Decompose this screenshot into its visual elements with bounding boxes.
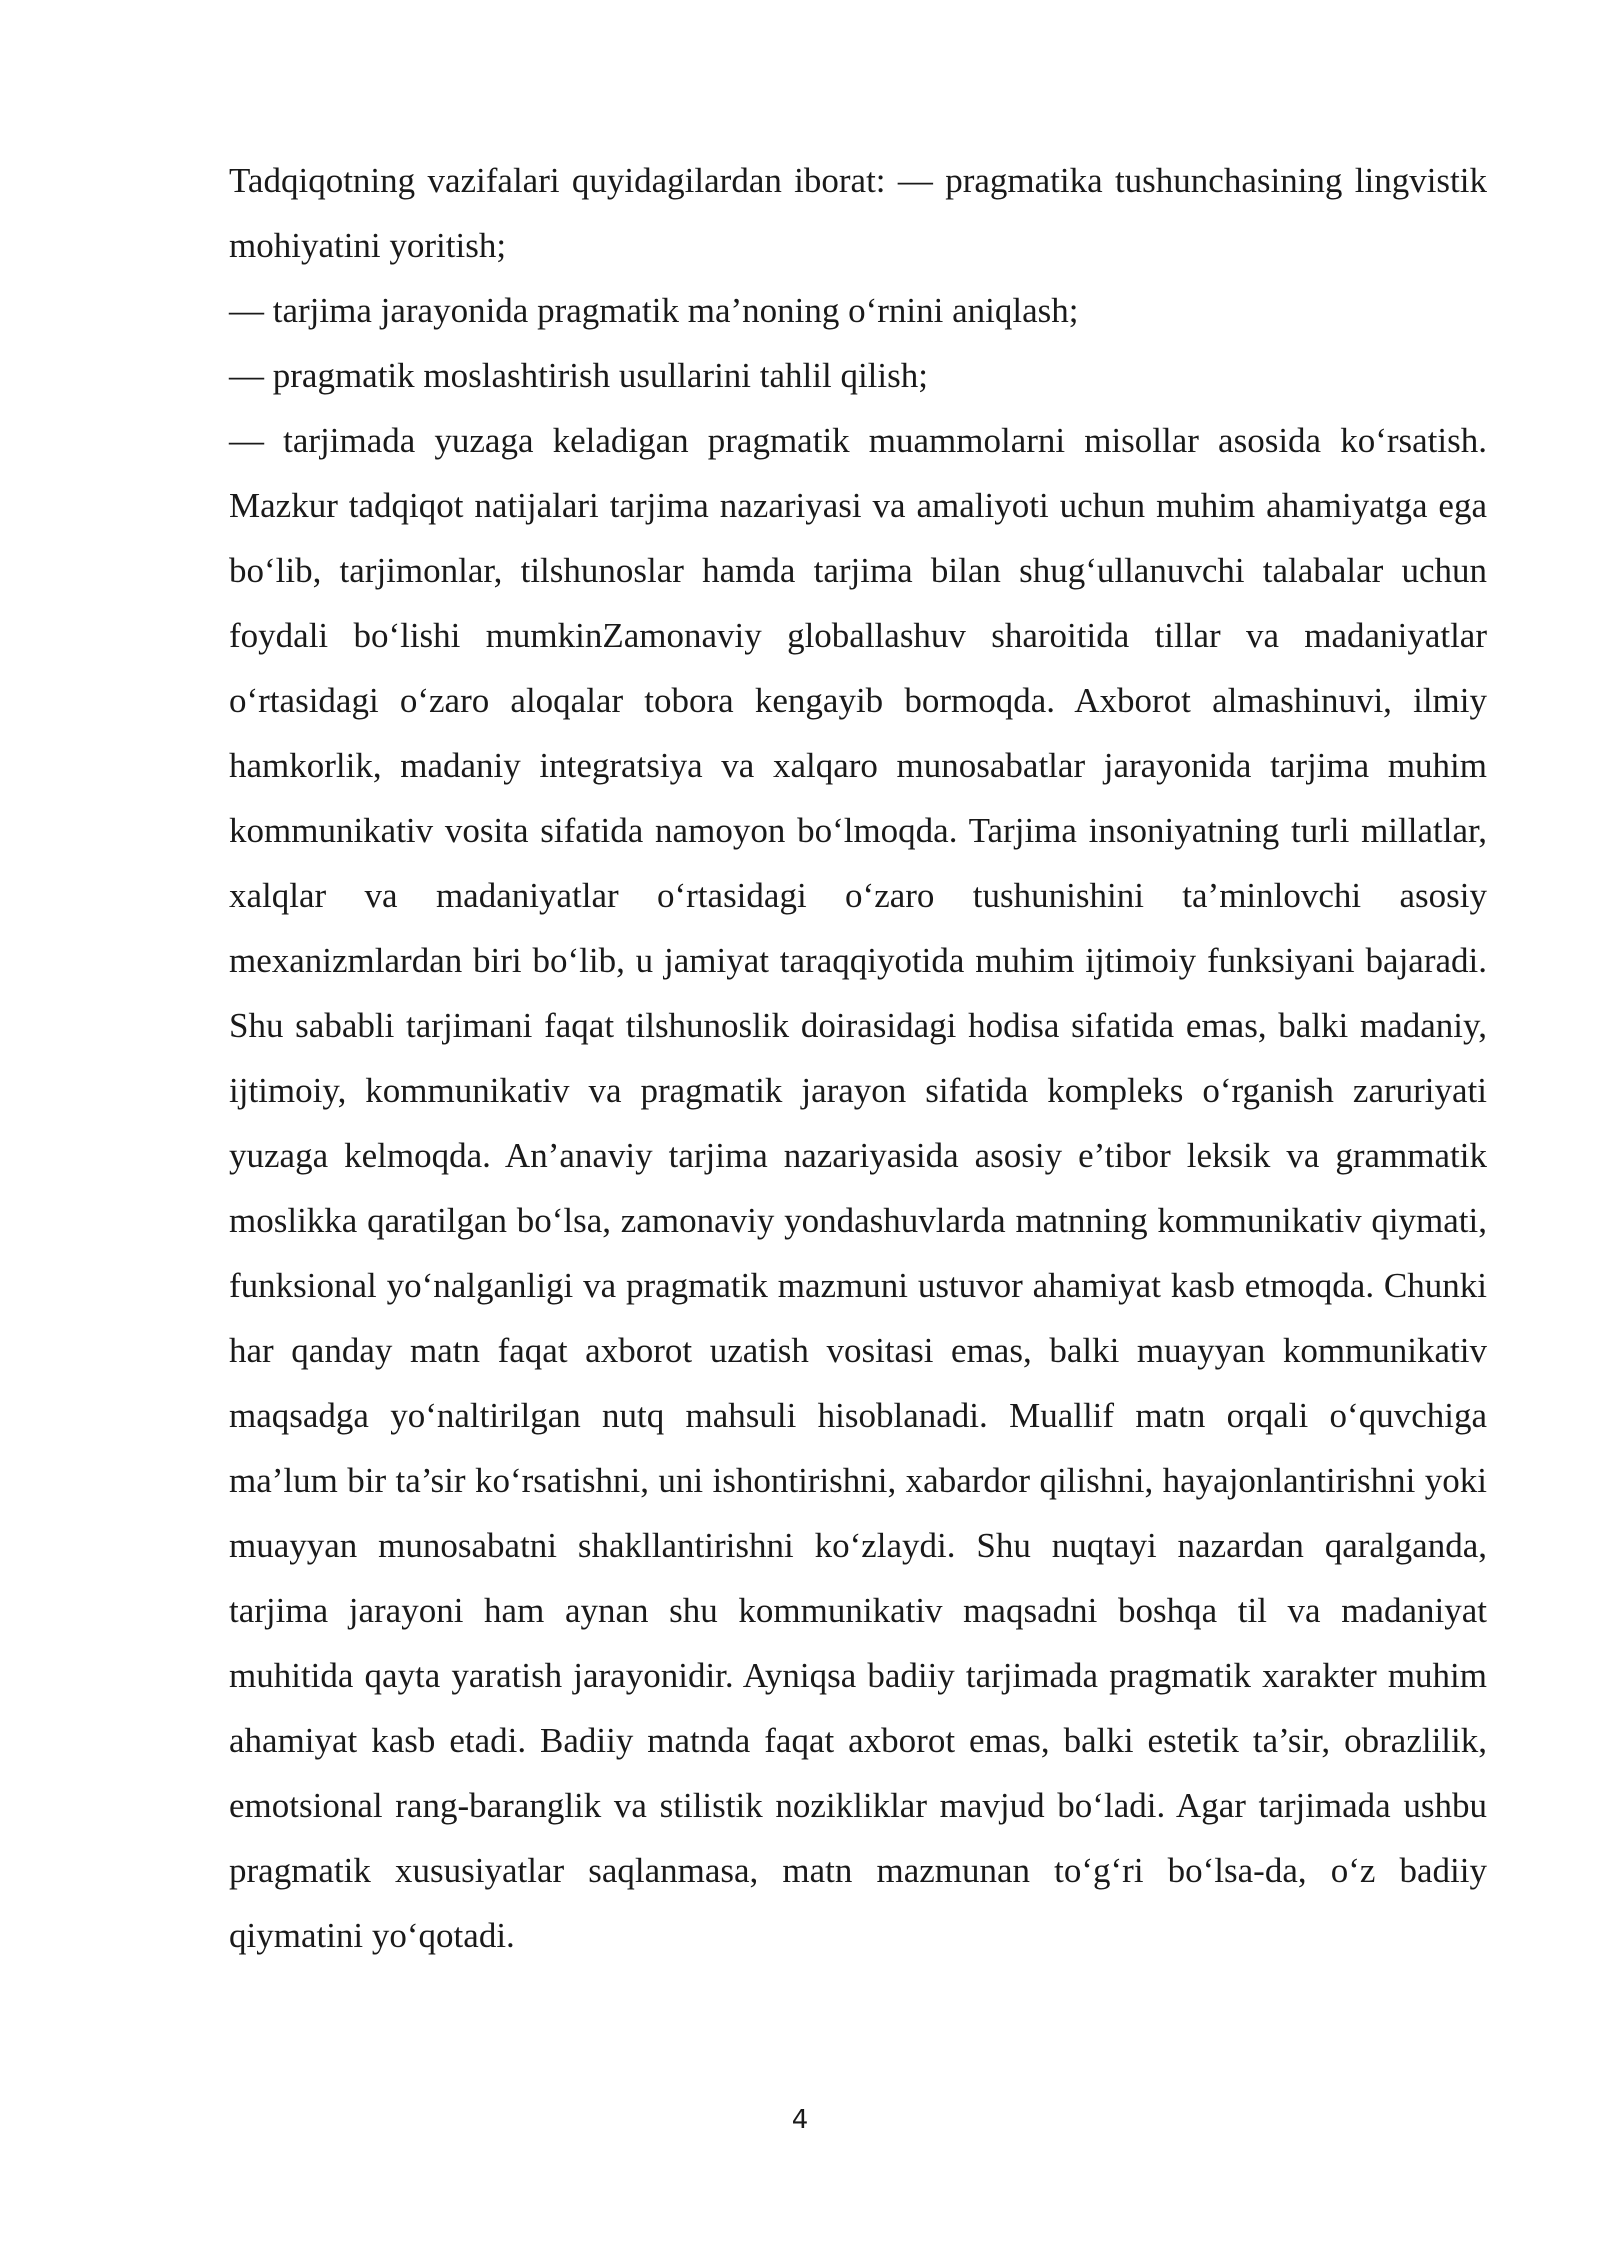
paragraph-research-tasks: Tadqiqotning vazifalari quyidagilardan iborat: — pragmatika tushunchasining lingvistik mohiyatini yoritish; — [229, 161, 1487, 265]
body-text — [229, 148, 1487, 1968]
paragraph-task-item: — pragmatik moslashtirish usullarini tahlil qilish; — [229, 356, 928, 395]
paragraph-task-item: — tarjima jarayonida pragmatik ma’noning o‘rnini aniqlash; — [229, 291, 1079, 330]
paragraph-main-body: — tarjimada yuzaga keladigan pragmatik muammolarni misollar asosida ko‘rsatish. Mazkur tadqiqot natijalari tarjima nazariyasi va amaliyoti uchun muhim ahamiyatga ega bo‘lib, tarjimonlar, tilshunoslar hamda tarjima bilan shug‘ullanuvchi talabalar uchun foydali bo‘lishi mumkinZamonaviy globallashuv sharoitida tillar va madaniyatlar o‘rtasidagi o‘zaro aloqalar tobora kengayib bormoqda. Axborot almashinuvi, ilmiy hamkorlik, madaniy integratsiya va xalqaro munosabatlar jarayonida tarjima muhim kommunikativ vosita sifatida namoyon bo‘lmoqda. Tarjima insoniyatning turli millatlar, xalqlar va madaniyatlar o‘rtasidagi o‘zaro tushunishini ta’minlovchi asosiy mexanizmlardan biri bo‘lib, u jamiyat taraqqiyotida muhim ijtimoiy funksiyani bajaradi. Shu sababli tarjimani faqat tilshunoslik doirasidagi hodisa sifatida emas, balki madaniy, ijtimoiy, kommunikativ va pragmatik jarayon sifatida kompleks o‘rganish zaruriyati yuzaga kelmoqda. An’anaviy tarjima nazariyasida asosiy e’tibor leksik va grammatik moslikka qaratilgan bo‘lsa, zamonaviy yondashuvlarda matnning kommunikativ qiymati, funksional yo‘nalganligi va pragmatik mazmuni ustuvor ahamiyat kasb etmoqda. Chunki har qanday matn faqat axborot uzatish vositasi emas, balki muayyan kommunikativ maqsadga yo‘naltirilgan nutq mahsuli hisoblanadi. Muallif matn orqali o‘quvchiga ma’lum bir ta’sir ko‘rsatishni, uni ishontirishni, xabardor qilishni, hayajonlantirishni yoki muayyan munosabatni shakllantirishni ko‘zlaydi. Shu nuqtayi nazardan qaralganda, tarjima jarayoni ham aynan shu kommunikativ maqsadni boshqa til va madaniyat muhitida qayta yaratish jarayonidir. Ayniqsa badiiy tarjimada pragmatik xarakter muhim ahamiyat kasb etadi. Badiiy matnda faqat axborot emas, balki estetik ta’sir, obrazlilik, emotsional rang-baranglik va stilistik nozikliklar mavjud bo‘ladi. Agar tarjimada ushbu pragmatik xususiyatlar saqlanmasa, matn mazmunan to‘g‘ri bo‘lsa-da, o‘z badiiy qiymatini yo‘qotadi. — [229, 421, 1487, 1955]
page-number: 4 — [791, 2105, 809, 2135]
